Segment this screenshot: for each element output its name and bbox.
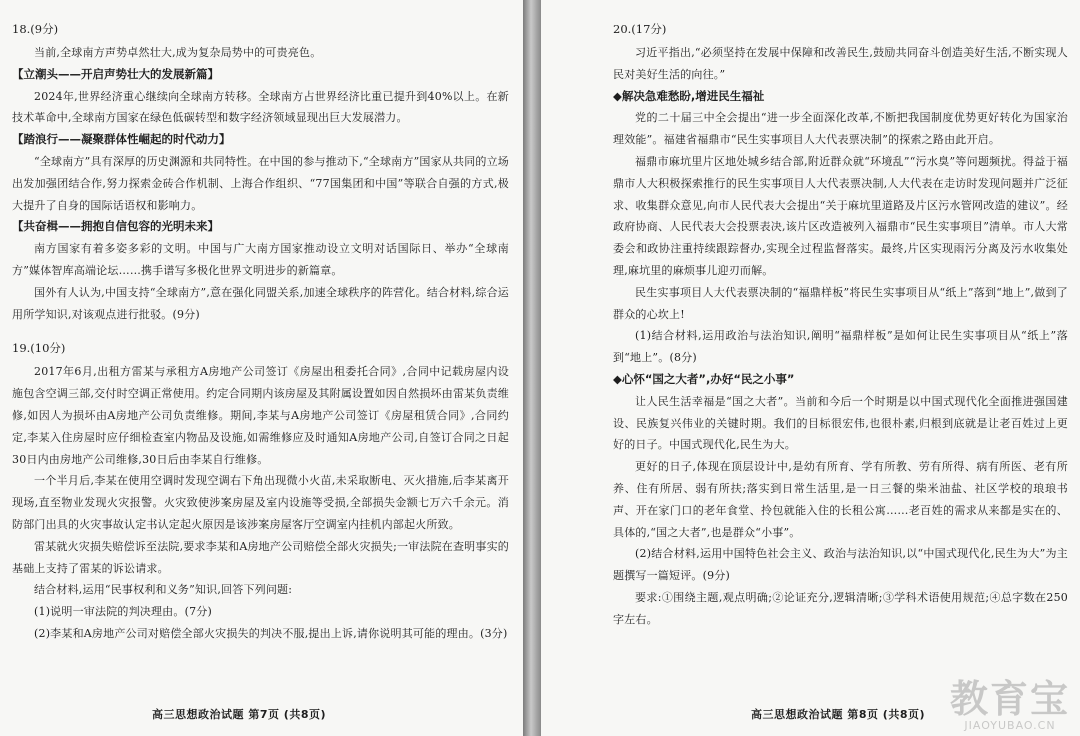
q19-subquestion-2: (2)李某和A房地产公司对赔偿全部火灾损失的判决不服,提出上诉,请你说明其可能的理由。(3分) (34, 626, 508, 640)
q18-section-1-title: 【立潮头——开启声势壮大的发展新篇】 (12, 66, 219, 81)
q20-subquestion-1: (1)结合材料,运用政治与法治知识,阐明“福鼎样板”是如何让民生实事项目从“纸上”落到“地上”。(8分) (613, 329, 1068, 365)
q20-subquestion-2: (2)结合材料,运用中国特色社会主义、政治与法治知识,以“中国式现代化,民生为大”为主题撰写一篇短评。(9分) (613, 547, 1068, 583)
q19-paragraph-3: 雷某就火灾损失赔偿诉至法院,要求李某和A房地产公司赔偿全部火灾损失;一审法院在查明事实的基础上支持了雷某的诉讼请求。 (12, 539, 509, 575)
q20-section-2-paragraph-1: 让人民生活幸福是“国之大者”。当前和今后一个时期是以中国式现代化全面推进强国建设、民族复兴伟业的关键时期。我们的目标很宏伟,也很朴素,归根到底就是让老百姓过上更好的日子。中国式现代化,民生为大。 (613, 394, 1068, 452)
watermark-text: 教育宝 (949, 677, 1070, 721)
page-footer-8: 高三思想政治试题 第8页 (共8页) (751, 708, 926, 721)
q20-section-1-title: ◆解决急难愁盼,增进民生福祉 (613, 88, 765, 103)
q20-intro: 习近平指出,“必须坚持在发展中保障和改善民生,鼓励共同奋斗创造美好生活,不断实现人民对美好生活的向往。” (613, 46, 1068, 81)
left-page (0, 0, 523, 736)
q20-section-1-paragraph-3: 民生实事项目人大代表票决制的“福鼎样板”将民生实事项目从“纸上”落到“地上”,做到了群众的心坎上! (613, 285, 1068, 321)
question-20-heading: 20.(17分) (613, 22, 667, 36)
q19-task: 结合材料,运用“民事权利和义务”知识,回答下列问题: (34, 583, 293, 597)
q19-paragraph-1: 2017年6月,出租方雷某与承租方A房地产公司签订《房屋出租委托合同》,合同中记载房屋内设施包含空调三部,交付时空调正常使用。约定合同期内该房屋及其附属设置如因自然损坏由雷某负责维修,如因人为损坏由A房地产公司负责维修。期间,李某与A房地产公司签订《房屋租赁合同》,合同约定,李某入住房屋时应仔细检查室内物品及设施,如需维修应及时通知A房地产公司,自签订合同之日起30日内由房地产公司维修,30日后由李某自行维修。 (12, 365, 509, 466)
question-19-heading: 19.(10分) (12, 341, 66, 356)
page-footer-7: 高三思想政治试题 第7页 (共8页) (152, 708, 327, 721)
q20-requirements: 要求:①围绕主题,观点明确;②论证充分,逻辑清晰;③学科术语使用规范;④总字数在250字左右。 (613, 590, 1068, 626)
right-page (541, 0, 1080, 736)
q18-section-3-text: 南方国家有着多姿多彩的文明。中国与广大南方国家推动设立文明对话国际日、举办“全球南方”媒体智库高端论坛……携手谱写多极化世界文明进步的新篇章。 (12, 242, 509, 277)
q18-section-2-text: “全球南方”具有深厚的历史渊源和共同特性。在中国的参与推动下,“全球南方”国家从共同的立场出发加强团结合作,努力探索金砖合作机制、上海合作组织、“77国集团和中国”等联合自强的方式,极大提升了自身的国际话语权和影响力。 (12, 154, 509, 212)
q20-section-2-title: ◆心怀“国之大者”,办好“民之小事” (613, 371, 795, 386)
page-gutter (523, 0, 541, 736)
question-18-heading: 18.(9分) (12, 22, 59, 36)
q18-section-1-text: 2024年,世界经济重心继续向全球南方转移。全球南方占世界经济比重已提升到40%以上。在新技术革命中,全球南方国家在绿色低碳转型和数字经济领域显现出巨大发展潜力。 (12, 89, 509, 125)
q20-section-1-paragraph-1: 党的二十届三中全会提出“进一步全面深化改革,不断把我国制度优势更好转化为国家治理效能”。福建省福鼎市“民生实事项目人大代表票决制”的探索之路由此开启。 (613, 111, 1068, 147)
q19-paragraph-2: 一个半月后,李某在使用空调时发现空调右下角出现微小火苗,未采取断电、灭火措施,后李某离开现场,直至物业发现火灾报警。火灾致使涉案房屋及室内设施等受损,全部损失金额七万六千余元。消防部门出具的火灾事故认定书认定起火原因是该涉案房屋客厅空调室内挂机内部起火所致。 (12, 474, 509, 531)
watermark-url: JIAOYUBAO.CN (964, 719, 1056, 732)
q18-task: 国外有人认为,中国支持“全球南方”,意在强化同盟关系,加速全球秩序的阵营化。结合材料,综合运用所学知识,对该观点进行批驳。(9分) (12, 285, 509, 321)
watermark-logo (950, 679, 1070, 732)
q18-intro: 当前,全球南方声势卓然壮大,成为复杂局势中的可贵亮色。 (34, 46, 322, 59)
q19-subquestion-1: (1)说明一审法院的判决理由。(7分) (34, 605, 212, 619)
q20-section-1-paragraph-2: 福鼎市麻坑里片区地处城乡结合部,附近群众就“环境乱”“污水臭”等问题频扰。得益于福鼎市人大积极探索推行的民生实事项目人大代表票决制,人大代表在走访时发现问题并广泛征求、收集群众意见,向市人民代表大会提出“关于麻坑里道路及片区污水管网改造的建议”。经政府协商、人民代表大会投票表决,该片区改造被列入福鼎市“民生实事项目”清单。市人大常委会和政协注重持续跟踪督办,实现全过程监督落实。最终,片区实现雨污分离及污水收集处理,麻坑里的麻烦事儿迎刃而解。 (613, 154, 1068, 277)
q20-section-2-paragraph-2: 更好的日子,体现在顶层设计中,是幼有所育、学有所教、劳有所得、病有所医、老有所养、住有所居、弱有所扶;落实到日常生活里,是一日三餐的柴米油盐、社区学校的琅琅书声、开在家门口的老年食堂、拎包就能入住的长租公寓……老百姓的需求从来都是实在的、具体的,“国之大者”,也是群众“小事”。 (613, 460, 1068, 539)
q18-section-3-title: 【共奋楫——拥抱自信包容的光明未来】 (12, 219, 219, 234)
q18-section-2-title: 【踏浪行——凝聚群体性崛起的时代动力】 (12, 132, 231, 147)
